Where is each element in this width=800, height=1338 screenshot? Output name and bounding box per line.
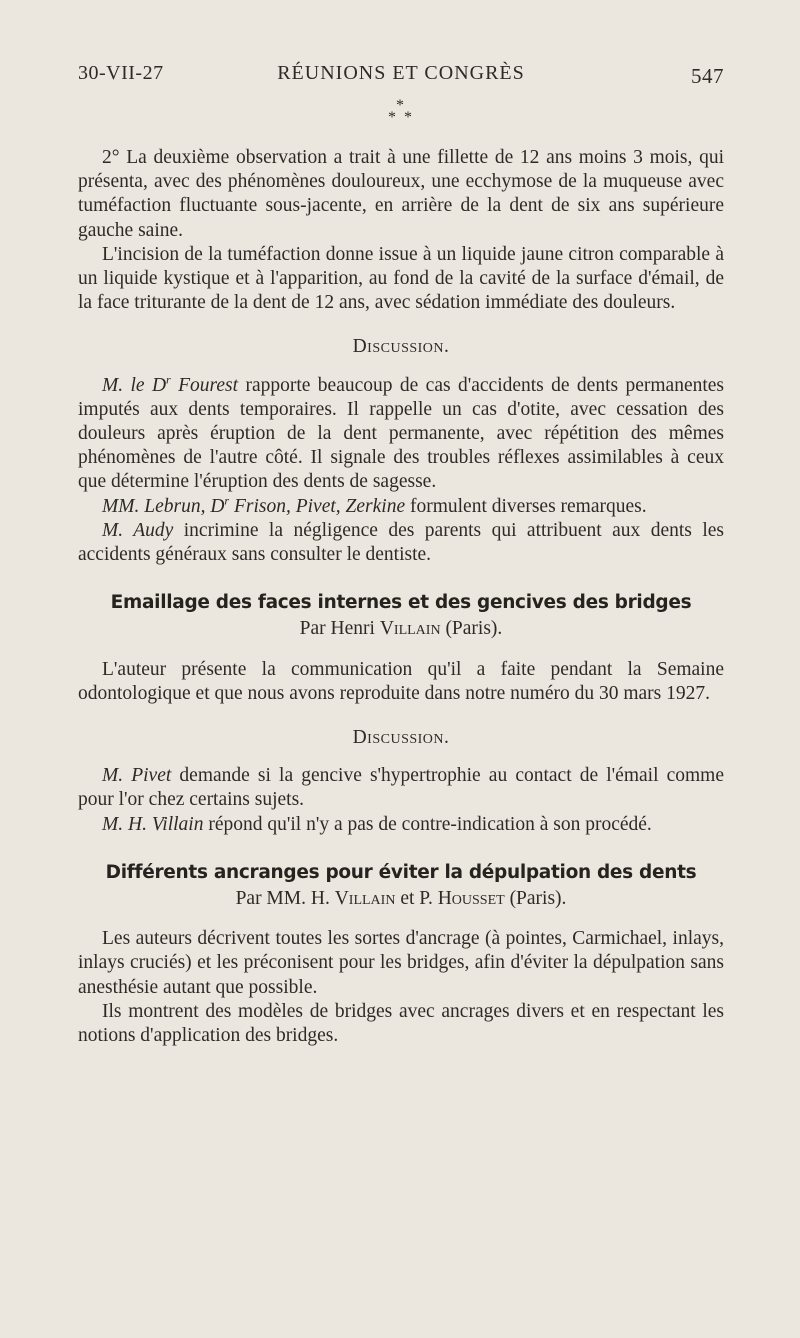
- discussion-audy-paragraph: [78, 519, 724, 567]
- speaker-name: M. Audy: [102, 519, 174, 541]
- speaker-name: M. Pivet: [102, 765, 172, 787]
- asterism-separator: * * *: [388, 97, 412, 126]
- running-header: [78, 58, 724, 94]
- author-name: Housset: [437, 888, 505, 910]
- section-byline: Par Henri Villain (Paris).: [299, 618, 503, 640]
- author-name: Villain: [379, 618, 441, 640]
- section-byline: Par MM. H. Villain et P. Housset (Paris).: [235, 888, 567, 910]
- speaker-name: M. le $D^r$ Fourest: [102, 372, 239, 396]
- header-date: 30-VII-27: [78, 62, 164, 84]
- discussion-heading: Discussion.: [352, 336, 450, 358]
- speaker-names: MM. Lebrun, $D^r$ Frison, Pivet, Zerkine: [102, 493, 406, 517]
- discussion-lebrun-paragraph: [78, 495, 724, 519]
- discussion-villain-paragraph: [78, 813, 724, 837]
- page-number: 547: [691, 64, 724, 88]
- discussion-pivet-paragraph: [78, 764, 724, 812]
- discussion-text: incrimine la négligence des parents qui attribuent aux dents les accidents généraux sans consulter le dentiste.: [78, 519, 724, 566]
- observation-paragraph: 2° La deuxième observation a trait à une fillette de 12 ans moins 3 mois, qui présenta, avec des phénomènes douloureux, une ecchymose de la muqueuse avec tuméfaction fluctuante sous-jacente, en arrière de la dent de six ans supérieure gauche saine.: [78, 147, 724, 241]
- discussion-text: demande si la gencive s'hypertrophie au contact de l'émail comme pour l'or chez certains sujets.: [78, 765, 724, 811]
- section-paragraph: L'auteur présente la communication qu'il a faite pendant la Semaine odontologique et que nous avons reproduite dans notre numéro du 30 mars 1927.: [78, 658, 724, 704]
- discussion-text: formulent diverses remarques.: [409, 495, 647, 517]
- section-title-ancrages: Différents ancranges pour éviter la dépulpation des dents: [105, 861, 697, 883]
- speaker-name: M. H. Villain: [102, 813, 204, 835]
- author-name: Villain: [334, 888, 396, 910]
- discussion-text: répond qu'il n'y a pas de contre-indication à son procédé.: [208, 813, 652, 835]
- discussion-fourest-paragraph: [78, 374, 724, 495]
- header-section-title: RÉUNIONS ET CONGRÈS: [277, 62, 525, 84]
- section-title-emaillage: Emaillage des faces internes et des gencives des bridges: [110, 592, 692, 614]
- discussion-text: rapporte beaucoup de cas d'accidents de dents permanentes imputés aux dents temporaires. Il rappelle un cas d'otite, avec cessation des douleurs après éruption de la dent permanente, avec répétition des mêmes phénomènes de l'autre côté. Il signale des troubles réflexes assimilables à ceux que détermine l'éruption des dents de sagesse.: [78, 374, 725, 493]
- discussion-heading: Discussion.: [352, 727, 450, 749]
- section-paragraph: Les auteurs décrivent toutes les sortes d'ancrage (à pointes, Carmichael, inlays, inlays cruciés) et les préconisent pour les bridges, afin d'éviter la dépulpation sans anesthésie autant que possible.: [78, 928, 724, 998]
- incision-paragraph: L'incision de la tuméfaction donne issue à un liquide jaune citron comparable à un liquide kystique et à l'apparition, au fond de la cavité de la surface d'émail, de la face triturante de la dent de 12 ans, avec sédation immédiate des douleurs.: [78, 243, 724, 314]
- article-body: [78, 146, 724, 1048]
- section-paragraph: Ils montrent des modèles de bridges avec ancrages divers et en respectant les notions d'application des bridges.: [78, 1000, 724, 1047]
